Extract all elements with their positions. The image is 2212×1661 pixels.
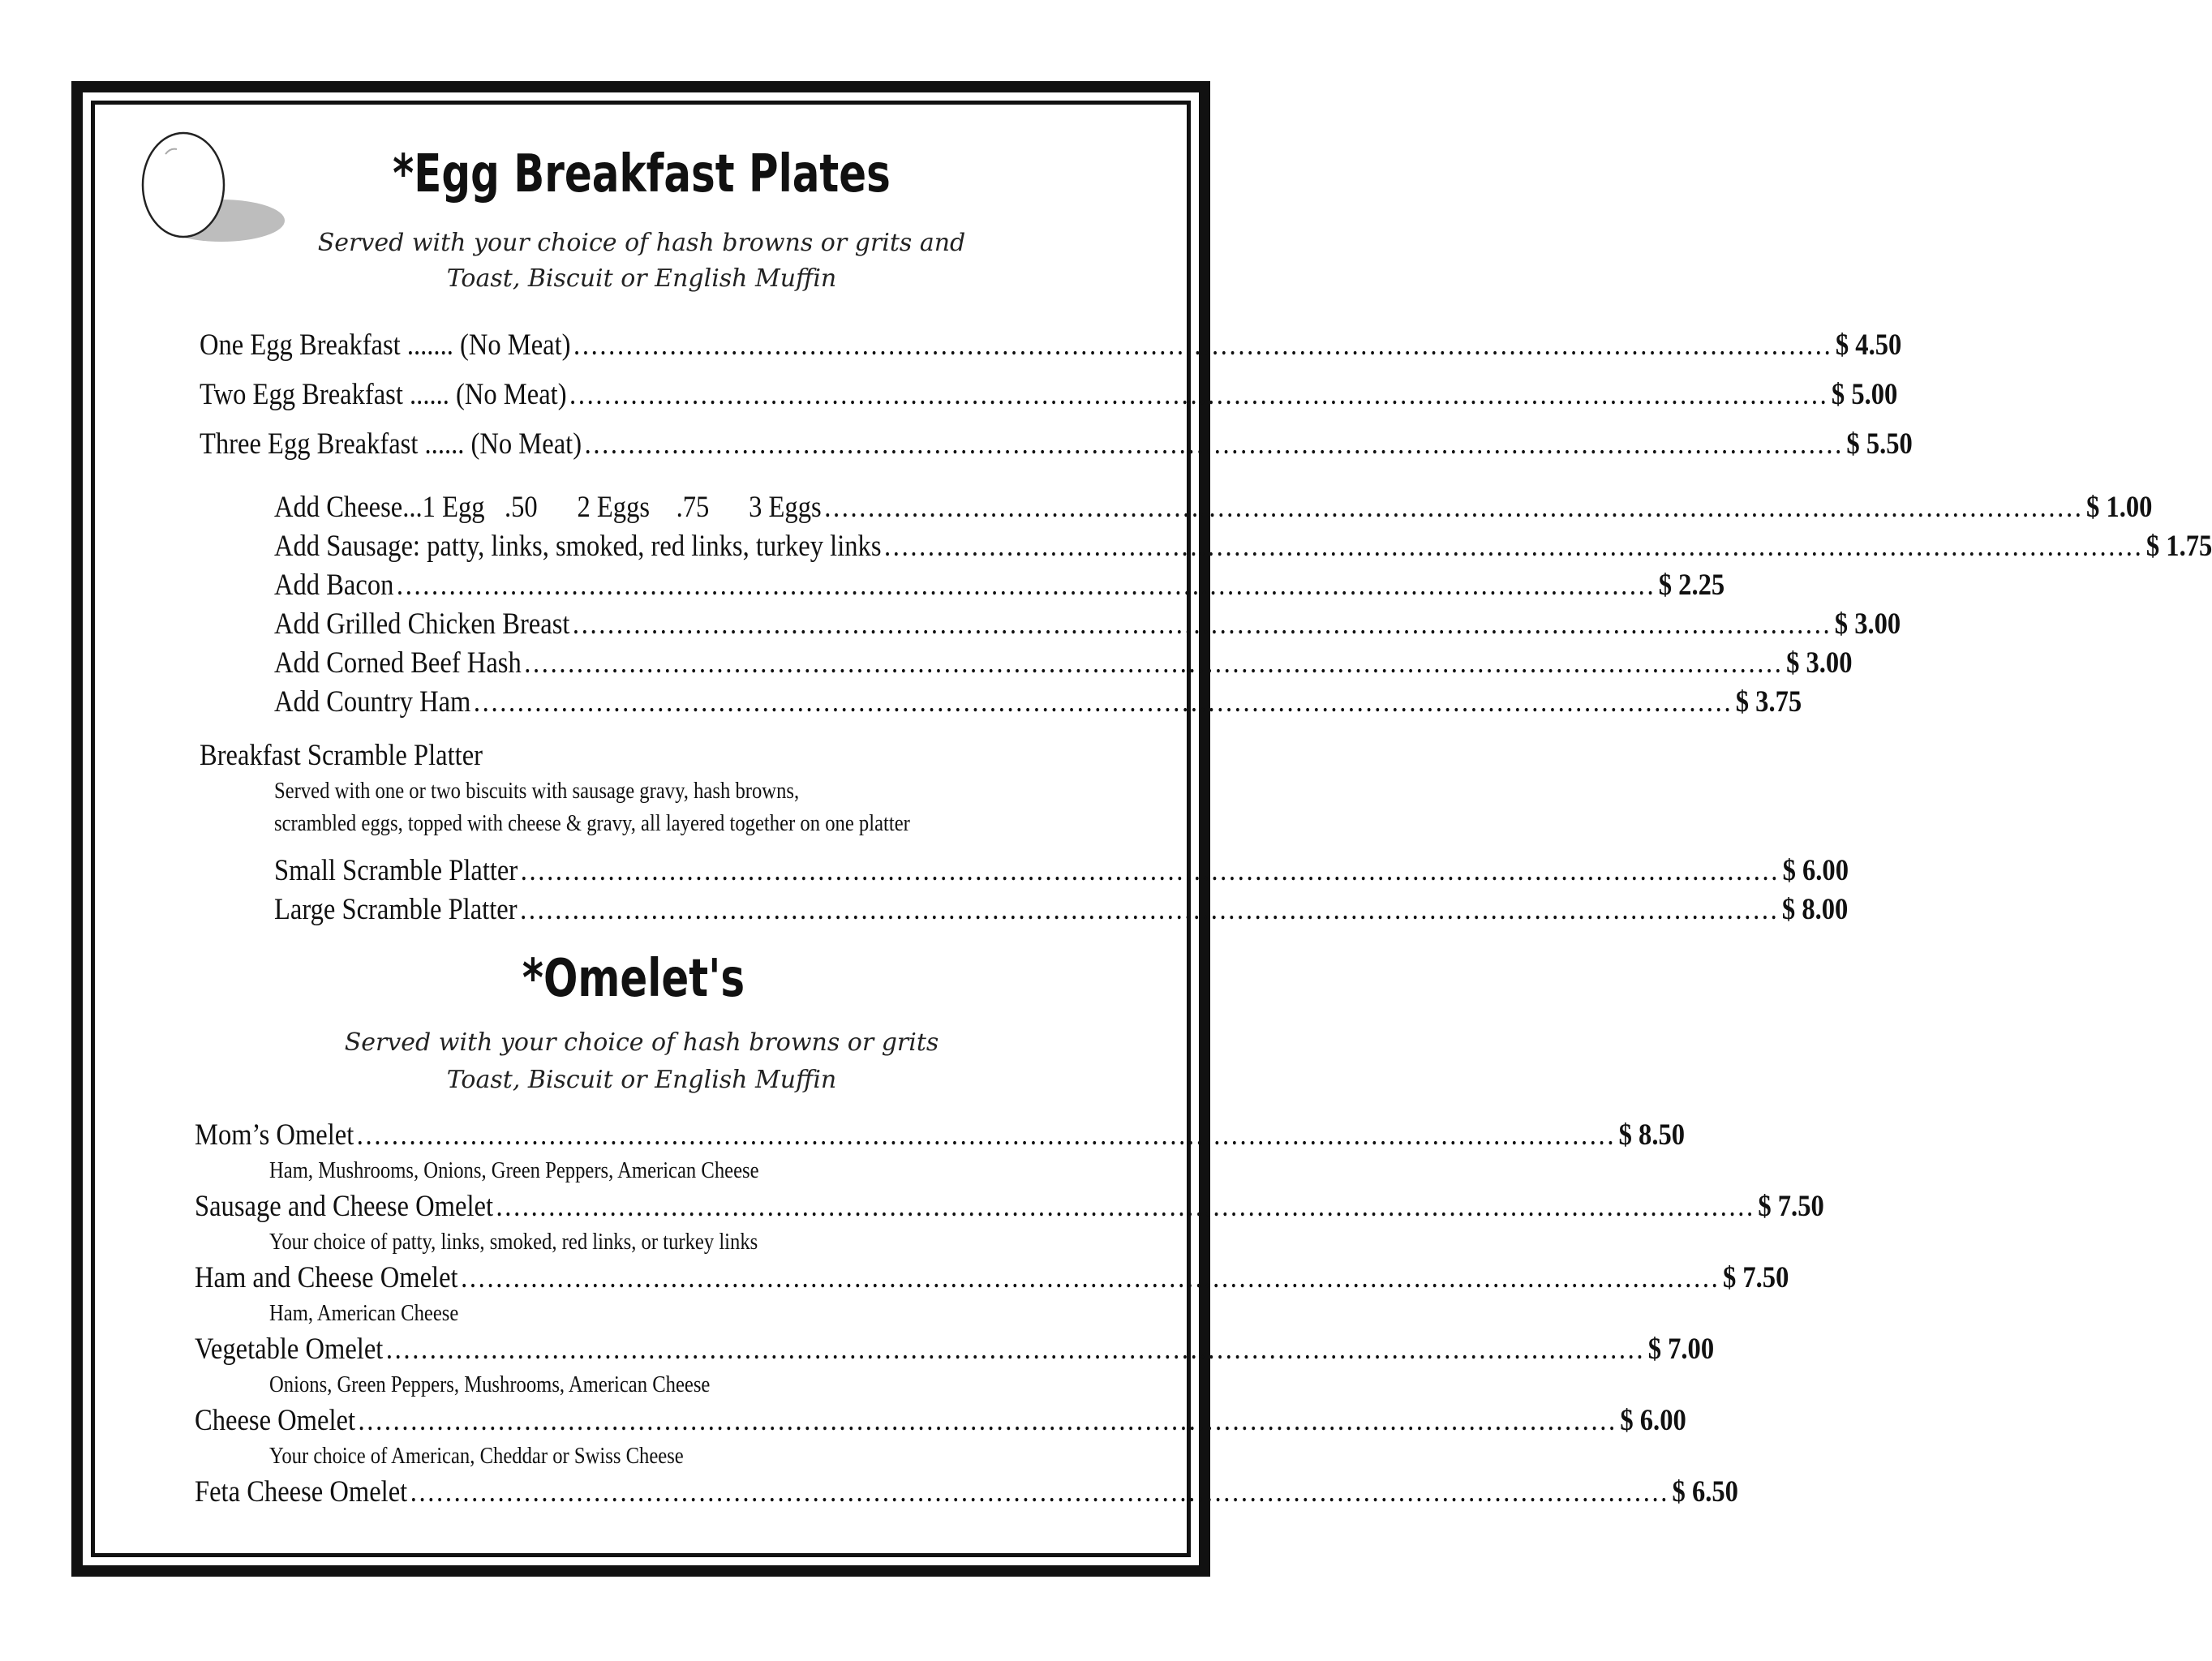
item-name: One Egg Breakfast ....... (No Meat): [200, 328, 571, 362]
item-price: $ 7.50: [1758, 1190, 1824, 1223]
item-name: Add Cheese...1 Egg .50 2 Eggs .75 3 Eggs: [274, 491, 822, 524]
dot-leader: ................................................................................................................................................: [410, 1475, 1670, 1509]
item-price: $ 3.00: [1786, 646, 1853, 680]
omelet-section-title: *Omelet's: [522, 949, 745, 1009]
item-name: Vegetable Omelet: [195, 1333, 384, 1366]
item-name: Two Egg Breakfast ...... (No Meat): [200, 378, 567, 411]
addon-corned-beef: [274, 646, 1853, 680]
item-name: Large Scramble Platter: [274, 893, 518, 926]
dot-leader: ................................................................................................................................................: [473, 685, 1733, 719]
dot-leader: ................................................................................................................................................: [520, 854, 1780, 887]
item-name: Add Corned Beef Hash: [274, 646, 522, 680]
item-price: $ 5.50: [1846, 427, 1913, 461]
menu-item-vegetable-omelet: [195, 1332, 1715, 1367]
omelet-section-subtitle-2: Toast, Biscuit or English Muffin: [446, 1066, 837, 1094]
item-name: Feta Cheese Omelet: [195, 1475, 408, 1509]
egg-section-subtitle-1: Served with your choice of hash browns or grits and: [317, 229, 966, 257]
menu-item-one-egg: [200, 328, 1902, 363]
dot-leader: ................................................................................................................................................: [884, 530, 2144, 563]
item-price: $ 4.50: [1835, 328, 1902, 362]
item-name: Add Sausage: patty, links, smoked, red links, turkey links: [274, 530, 882, 563]
item-price: $ 3.00: [1834, 607, 1901, 641]
item-desc: Ham, Mushrooms, Onions, Green Peppers, American Cheese: [269, 1158, 759, 1183]
menu-item-large-scramble: [274, 892, 1849, 927]
dot-leader: ................................................................................................................................................: [573, 328, 1833, 362]
dot-leader: ................................................................................................................................................: [584, 427, 1844, 461]
item-name: Add Country Ham: [274, 685, 471, 719]
item-price: $ 8.50: [1618, 1118, 1686, 1152]
dot-leader: ................................................................................................................................................: [572, 607, 1832, 641]
scramble-heading: Breakfast Scramble Platter: [200, 739, 483, 772]
scramble-desc-1: Served with one or two biscuits with sausage gravy, hash browns,: [274, 779, 800, 804]
menu-item-three-egg: [200, 427, 1913, 461]
dot-leader: ................................................................................................................................................: [385, 1333, 1646, 1366]
item-price: $ 8.00: [1781, 893, 1849, 926]
menu-item-sausage-cheese-omelet: [195, 1189, 1824, 1224]
addon-cheese: [274, 490, 2153, 525]
addon-sausage: [274, 529, 2212, 564]
addon-bacon: [274, 568, 1725, 603]
item-price: $ 6.00: [1782, 854, 1849, 887]
dot-leader: ................................................................................................................................................: [358, 1404, 1617, 1437]
item-desc: Your choice of American, Cheddar or Swiss Cheese: [269, 1444, 684, 1469]
item-desc: Onions, Green Peppers, Mushrooms, American Cheese: [269, 1372, 711, 1397]
menu-item-ham-cheese-omelet: [195, 1260, 1789, 1295]
item-name: Mom’s Omelet: [195, 1118, 354, 1152]
addon-country-ham: [274, 685, 1802, 719]
dot-leader: ................................................................................................................................................: [356, 1118, 1617, 1152]
dot-leader: ................................................................................................................................................: [396, 569, 1656, 602]
item-desc: Your choice of patty, links, smoked, red links, or turkey links: [269, 1230, 758, 1255]
dot-leader: ................................................................................................................................................: [569, 378, 1829, 411]
item-price: $ 6.00: [1620, 1404, 1686, 1437]
item-name: Small Scramble Platter: [274, 854, 518, 887]
menu-item-small-scramble: [274, 853, 1849, 888]
item-name: Three Egg Breakfast ...... (No Meat): [200, 427, 582, 461]
item-name: Sausage and Cheese Omelet: [195, 1190, 493, 1223]
scramble-desc-2: scrambled eggs, topped with cheese & gravy, all layered together on one platter: [274, 811, 910, 836]
item-price: $ 2.25: [1658, 569, 1725, 602]
item-name: Ham and Cheese Omelet: [195, 1261, 458, 1294]
item-price: $ 3.75: [1735, 685, 1802, 719]
item-name: Cheese Omelet: [195, 1404, 355, 1437]
item-price: $ 5.00: [1831, 378, 1898, 411]
omelet-section-subtitle-1: Served with your choice of hash browns or grits: [344, 1028, 939, 1057]
item-price: $ 1.75: [2145, 530, 2212, 563]
addon-chicken: [274, 607, 1901, 642]
item-desc: Ham, American Cheese: [269, 1301, 459, 1326]
menu-item-moms-omelet: [195, 1118, 1686, 1152]
item-price: $ 7.50: [1722, 1261, 1789, 1294]
dot-leader: ................................................................................................................................................: [461, 1261, 1720, 1294]
item-price: $ 1.00: [2086, 491, 2153, 524]
dot-leader: ................................................................................................................................................: [520, 893, 1780, 926]
egg-section-subtitle-2: Toast, Biscuit or English Muffin: [446, 264, 837, 293]
menu-item-two-egg: [200, 377, 1898, 412]
menu-item-cheese-omelet: [195, 1403, 1686, 1438]
dot-leader: ................................................................................................................................................: [496, 1190, 1755, 1223]
item-price: $ 6.50: [1672, 1475, 1738, 1509]
item-name: Add Bacon: [274, 569, 394, 602]
item-name: Add Grilled Chicken Breast: [274, 607, 570, 641]
dot-leader: ................................................................................................................................................: [824, 491, 2084, 524]
egg-section-title: *Egg Breakfast Plates: [393, 144, 891, 204]
dot-leader: ................................................................................................................................................: [524, 646, 1784, 680]
item-price: $ 7.00: [1647, 1333, 1715, 1366]
menu-item-feta-omelet: [195, 1474, 1738, 1509]
